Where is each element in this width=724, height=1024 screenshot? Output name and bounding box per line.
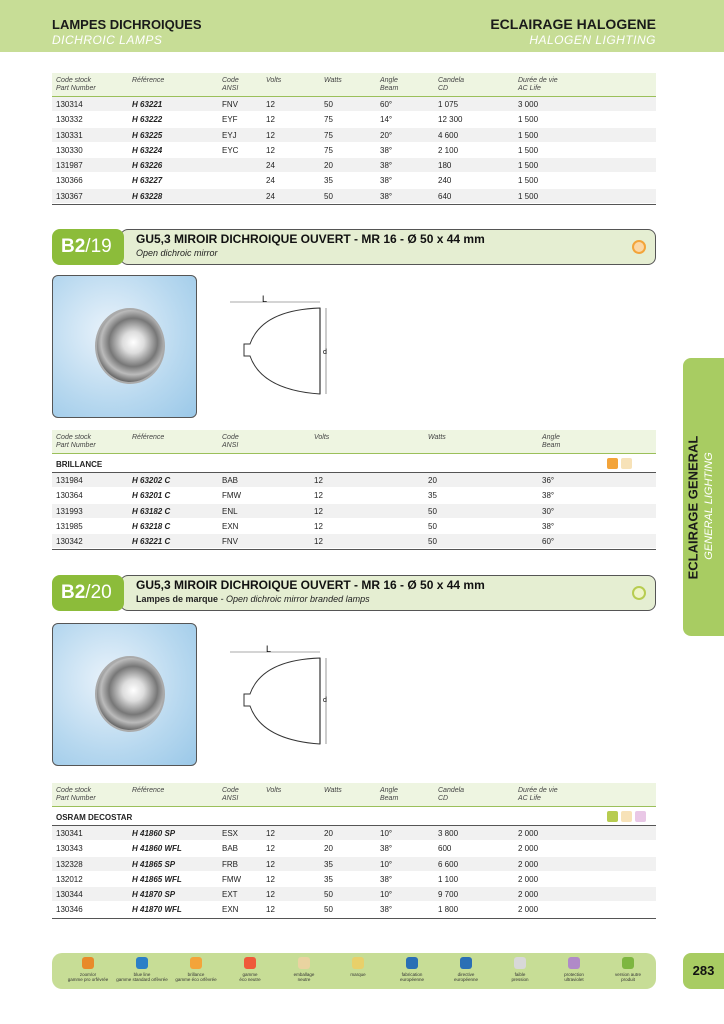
lamp-diagram-2 bbox=[222, 640, 342, 756]
footer-icon bbox=[460, 957, 472, 969]
lamp-photo-2 bbox=[52, 623, 197, 766]
header-cell: Durée de vie AC Life bbox=[518, 77, 558, 92]
table-cell: 2 000 bbox=[518, 905, 539, 915]
section-b2-20 bbox=[52, 575, 656, 611]
table-row bbox=[52, 872, 656, 887]
table-cell: 12 bbox=[314, 476, 323, 485]
table-cell: 12 bbox=[266, 905, 275, 915]
footer-icon bbox=[244, 957, 256, 969]
table-cell: 75 bbox=[324, 115, 333, 125]
table-cell: H 63226 bbox=[132, 161, 163, 171]
table-cell: 38° bbox=[542, 521, 555, 531]
table-cell: 35 bbox=[324, 176, 333, 186]
table-cell: 24 bbox=[266, 161, 275, 171]
diagram-l-label: L bbox=[262, 294, 268, 304]
table-cell: 3 000 bbox=[518, 100, 539, 109]
table-cell: 50 bbox=[324, 905, 333, 915]
table-cell: 50 bbox=[428, 506, 437, 516]
table-row bbox=[52, 473, 656, 488]
table-cell: 20 bbox=[428, 476, 437, 485]
diagram-l-label: L bbox=[266, 644, 272, 654]
footer-icon bbox=[352, 957, 364, 969]
table-cell: 12 bbox=[266, 859, 275, 869]
header-cell: Volts bbox=[266, 787, 282, 794]
table-cell: 130346 bbox=[56, 905, 83, 915]
header-left-title: LAMPES DICHROIQUES bbox=[52, 17, 202, 32]
footer-legend bbox=[52, 953, 656, 989]
table-row bbox=[52, 158, 656, 173]
table-cell: 132328 bbox=[56, 859, 83, 869]
footer-label: gamme éco neutre bbox=[239, 972, 261, 982]
footer-item bbox=[168, 957, 224, 982]
lamp-image bbox=[95, 656, 165, 732]
table-header bbox=[52, 73, 656, 97]
table-cell: 640 bbox=[438, 191, 452, 201]
table-cell: FRB bbox=[222, 859, 238, 869]
table-cell: 10° bbox=[380, 859, 393, 869]
group-icon bbox=[607, 811, 618, 822]
header-cell: Code stock Part Number bbox=[56, 77, 96, 92]
header-left-subtitle: DICHROIC LAMPS bbox=[52, 33, 163, 47]
table-row bbox=[52, 841, 656, 856]
table-header bbox=[52, 430, 656, 454]
footer-item bbox=[114, 957, 170, 982]
header-cell: Volts bbox=[314, 434, 330, 441]
table-cell: FNV bbox=[222, 537, 238, 547]
table-cell: 1 500 bbox=[518, 176, 539, 186]
table-cell: H 63222 bbox=[132, 115, 163, 125]
header-cell: Watts bbox=[428, 434, 446, 441]
table-cell: 24 bbox=[266, 176, 275, 186]
footer-icon bbox=[298, 957, 310, 969]
table-cell: 20 bbox=[324, 844, 333, 854]
table-cell: EXN bbox=[222, 905, 239, 915]
table-cell: 20 bbox=[324, 161, 333, 171]
table-cell: 130344 bbox=[56, 890, 83, 900]
header-cell: Angle Beam bbox=[380, 787, 399, 802]
table-cell: 131987 bbox=[56, 161, 83, 171]
table-cell: 10° bbox=[380, 829, 393, 838]
group-icon bbox=[635, 811, 646, 822]
spec-table-3 bbox=[52, 783, 656, 919]
header-cell: Angle Beam bbox=[380, 77, 399, 92]
table-cell: 130367 bbox=[56, 191, 83, 201]
table-cell: 12 bbox=[314, 506, 323, 516]
table-row bbox=[52, 128, 656, 143]
header-cell: Code ANSI bbox=[222, 434, 239, 449]
table-cell: 12 300 bbox=[438, 115, 463, 125]
table-cell: 12 bbox=[266, 115, 275, 125]
table-cell: 12 bbox=[266, 829, 275, 838]
brillance-icon bbox=[632, 240, 646, 254]
diagram-d-label: d bbox=[323, 349, 327, 356]
table-cell: 35 bbox=[324, 874, 333, 884]
table-cell: EXN bbox=[222, 521, 239, 531]
table-cell: 3 800 bbox=[438, 829, 459, 838]
footer-icon bbox=[568, 957, 580, 969]
footer-label: blue line gamme standard orfèvrée bbox=[116, 972, 168, 982]
header-cell: Candela CD bbox=[438, 77, 465, 92]
header-cell: Volts bbox=[266, 77, 282, 84]
footer-icon bbox=[406, 957, 418, 969]
table-cell: EYF bbox=[222, 115, 238, 125]
table-cell: 12 bbox=[266, 874, 275, 884]
header-cell: Angle Beam bbox=[542, 434, 561, 449]
table-cell: H 41865 SP bbox=[132, 859, 176, 869]
table-cell: 36° bbox=[542, 476, 555, 485]
table-cell: 14° bbox=[380, 115, 393, 125]
table-row bbox=[52, 173, 656, 188]
table-cell: BAB bbox=[222, 476, 239, 485]
table-cell: 38° bbox=[380, 905, 393, 915]
table-cell: 130332 bbox=[56, 115, 83, 125]
table-cell: 131985 bbox=[56, 521, 83, 531]
table-cell: 10° bbox=[380, 890, 393, 900]
table-cell: 24 bbox=[266, 191, 275, 201]
table-cell: 1 075 bbox=[438, 100, 459, 109]
table-cell: H 63218 C bbox=[132, 521, 171, 531]
table-cell: ENL bbox=[222, 506, 238, 516]
footer-item bbox=[330, 957, 386, 977]
table-cell: H 41860 WFL bbox=[132, 844, 182, 854]
marque-icon bbox=[632, 586, 646, 600]
table-cell: 50 bbox=[428, 537, 437, 547]
table-cell: 130366 bbox=[56, 176, 83, 186]
table-cell: 38° bbox=[380, 874, 393, 884]
table-cell: 50 bbox=[324, 191, 333, 201]
table-cell: 50 bbox=[324, 890, 333, 900]
header-cell: Code stock Part Number bbox=[56, 787, 96, 802]
footer-item bbox=[222, 957, 278, 982]
group-icon bbox=[621, 811, 632, 822]
footer-icon bbox=[136, 957, 148, 969]
table-cell: 75 bbox=[324, 145, 333, 155]
table-cell: 60° bbox=[380, 100, 393, 109]
table-cell: FMW bbox=[222, 491, 242, 501]
table-cell: H 63202 C bbox=[132, 476, 171, 485]
table-cell: 12 bbox=[314, 491, 323, 501]
section-b2-19 bbox=[52, 229, 656, 265]
table-cell: 60° bbox=[542, 537, 555, 547]
table-row bbox=[52, 857, 656, 872]
table-cell: 12 bbox=[266, 844, 275, 854]
table-cell: 12 bbox=[266, 145, 275, 155]
table-cell: 6 600 bbox=[438, 859, 459, 869]
table-cell: 1 100 bbox=[438, 874, 459, 884]
header-right-title: ECLAIRAGE HALOGENE bbox=[490, 16, 656, 32]
table-cell: H 41870 WFL bbox=[132, 905, 182, 915]
footer-item bbox=[60, 957, 116, 982]
table-cell: 2 000 bbox=[518, 890, 539, 900]
header-cell: Candela CD bbox=[438, 787, 465, 802]
table-cell: 130330 bbox=[56, 145, 83, 155]
table-cell: H 41860 SP bbox=[132, 829, 176, 838]
footer-icon bbox=[82, 957, 94, 969]
table-cell: 12 bbox=[314, 537, 323, 547]
header-cell: Code ANSI bbox=[222, 77, 239, 92]
footer-label: emballage neutre bbox=[293, 972, 315, 982]
table-cell: 12 bbox=[314, 521, 323, 531]
table-cell: 130342 bbox=[56, 537, 83, 547]
header-cell: Watts bbox=[324, 77, 342, 84]
table-cell: 131993 bbox=[56, 506, 83, 516]
group-row bbox=[52, 454, 656, 473]
table-cell: 132012 bbox=[56, 874, 83, 884]
page-number: 283 bbox=[683, 953, 724, 989]
table-cell: EYJ bbox=[222, 130, 237, 140]
table-cell: 130343 bbox=[56, 844, 83, 854]
table-cell: 20 bbox=[324, 829, 333, 838]
table-cell: H 63182 C bbox=[132, 506, 171, 516]
footer-item bbox=[384, 957, 440, 982]
table-cell: 180 bbox=[438, 161, 452, 171]
table-cell: 12 bbox=[266, 100, 275, 109]
table-cell: 38° bbox=[380, 176, 393, 186]
header-cell: Code stock Part Number bbox=[56, 434, 96, 449]
footer-item bbox=[546, 957, 602, 982]
footer-label: faible pression bbox=[511, 972, 529, 982]
table-cell: 1 500 bbox=[518, 115, 539, 125]
table-cell: 2 000 bbox=[518, 859, 539, 869]
table-cell: 12 bbox=[266, 890, 275, 900]
table-cell: 38° bbox=[380, 161, 393, 171]
table-cell: FNV bbox=[222, 100, 238, 109]
footer-label: fabrication européenne bbox=[399, 972, 425, 982]
group-label: OSRAM DECOSTAR bbox=[56, 813, 133, 822]
table-cell: 38° bbox=[542, 491, 555, 501]
table-cell: H 41865 WFL bbox=[132, 874, 182, 884]
footer-item bbox=[276, 957, 332, 982]
table-cell: H 63225 bbox=[132, 130, 163, 140]
table-cell: ESX bbox=[222, 829, 239, 838]
section-code: B2/20 bbox=[52, 575, 124, 611]
group-icon bbox=[607, 458, 618, 469]
footer-icon bbox=[514, 957, 526, 969]
section-title: GU5,3 MIROIR DICHROIQUE OUVERT - MR 16 - Ø 50 x 44 mm bbox=[136, 232, 485, 246]
table-body bbox=[52, 826, 656, 918]
table-cell: 131984 bbox=[56, 476, 83, 485]
table-cell: 240 bbox=[438, 176, 452, 186]
footer-icon bbox=[190, 957, 202, 969]
table-cell: 600 bbox=[438, 844, 452, 854]
header-cell: Watts bbox=[324, 787, 342, 794]
table-row bbox=[52, 189, 656, 204]
table-cell: H 63227 bbox=[132, 176, 163, 186]
table-cell: 35 bbox=[324, 859, 333, 869]
table-row bbox=[52, 143, 656, 158]
table-cell: H 63201 C bbox=[132, 491, 171, 501]
spec-table-2 bbox=[52, 430, 656, 550]
lamp-diagram-1 bbox=[222, 290, 342, 406]
header-cell: Référence bbox=[132, 77, 165, 84]
table-cell: 2 000 bbox=[518, 829, 539, 838]
side-subtitle: GENERAL LIGHTING bbox=[703, 452, 715, 560]
section-subtitle: Lampes de marque - Open dichroic mirror branded lamps bbox=[136, 594, 370, 604]
table-row bbox=[52, 504, 656, 519]
table-cell: H 63221 bbox=[132, 100, 163, 109]
table-cell: 38° bbox=[380, 844, 393, 854]
footer-label: version autre produit bbox=[614, 972, 641, 982]
table-row bbox=[52, 902, 656, 917]
footer-label: protection ultraviolet bbox=[564, 972, 584, 982]
spec-table-1 bbox=[52, 73, 656, 205]
lamp-image bbox=[95, 308, 165, 384]
table-cell: 130314 bbox=[56, 100, 83, 109]
table-cell: H 63221 C bbox=[132, 537, 171, 547]
table-rule bbox=[52, 549, 656, 550]
table-row bbox=[52, 112, 656, 127]
table-cell: 1 500 bbox=[518, 191, 539, 201]
header-cell: Code ANSI bbox=[222, 787, 239, 802]
table-cell: EYC bbox=[222, 145, 239, 155]
table-cell: 20° bbox=[380, 130, 393, 140]
footer-item bbox=[438, 957, 494, 982]
table-cell: 130331 bbox=[56, 130, 83, 140]
table-row bbox=[52, 887, 656, 902]
header-cell: Référence bbox=[132, 787, 165, 794]
table-cell: 2 000 bbox=[518, 844, 539, 854]
table-body bbox=[52, 97, 656, 204]
table-rule bbox=[52, 918, 656, 919]
table-cell: 35 bbox=[428, 491, 437, 501]
table-cell: 9 700 bbox=[438, 890, 459, 900]
table-row bbox=[52, 488, 656, 503]
table-cell: 12 bbox=[266, 130, 275, 140]
table-header bbox=[52, 783, 656, 807]
table-cell: 75 bbox=[324, 130, 333, 140]
footer-label: marque bbox=[350, 972, 366, 977]
header-right-subtitle: HALOGEN LIGHTING bbox=[529, 33, 656, 47]
table-cell: 130364 bbox=[56, 491, 83, 501]
group-label: BRILLANCE bbox=[56, 460, 103, 469]
table-cell: BAB bbox=[222, 844, 239, 854]
table-cell: H 63224 bbox=[132, 145, 163, 155]
header-cell: Durée de vie AC Life bbox=[518, 787, 558, 802]
table-cell: 1 500 bbox=[518, 130, 539, 140]
table-cell: 1 500 bbox=[518, 145, 539, 155]
table-body bbox=[52, 473, 656, 549]
table-cell: H 41870 SP bbox=[132, 890, 176, 900]
table-cell: 2 100 bbox=[438, 145, 459, 155]
section-subtitle: Open dichroic mirror bbox=[136, 248, 218, 258]
table-cell: 1 800 bbox=[438, 905, 459, 915]
table-cell: 50 bbox=[324, 100, 333, 109]
table-cell: 4 600 bbox=[438, 130, 459, 140]
table-row bbox=[52, 534, 656, 549]
header-cell: Référence bbox=[132, 434, 165, 441]
group-row bbox=[52, 807, 656, 826]
side-title: ECLAIRAGE GENERAL bbox=[685, 435, 701, 580]
table-cell: 38° bbox=[380, 145, 393, 155]
section-title: GU5,3 MIROIR DICHROIQUE OUVERT - MR 16 - Ø 50 x 44 mm bbox=[136, 578, 485, 592]
footer-label: brillance gamme éco orfèvrée bbox=[175, 972, 217, 982]
footer-item bbox=[600, 957, 656, 982]
page-header bbox=[0, 0, 724, 52]
side-tab bbox=[683, 358, 724, 636]
table-cell: FMW bbox=[222, 874, 242, 884]
table-cell: 30° bbox=[542, 506, 555, 516]
table-cell: 130341 bbox=[56, 829, 83, 838]
footer-item bbox=[492, 957, 548, 982]
table-cell: H 63228 bbox=[132, 191, 163, 201]
section-code: B2/19 bbox=[52, 229, 124, 265]
table-row bbox=[52, 97, 656, 112]
table-cell: 2 000 bbox=[518, 874, 539, 884]
table-row bbox=[52, 519, 656, 534]
lamp-photo-1 bbox=[52, 275, 197, 418]
table-cell: 38° bbox=[380, 191, 393, 201]
footer-icon bbox=[622, 957, 634, 969]
table-cell: EXT bbox=[222, 890, 238, 900]
group-icon bbox=[621, 458, 632, 469]
footer-label: directive européenne bbox=[453, 972, 479, 982]
table-cell: 50 bbox=[428, 521, 437, 531]
diagram-d-label: d bbox=[323, 697, 327, 704]
table-row bbox=[52, 826, 656, 841]
footer-label: zoom/or gamme pro orfèvrée bbox=[67, 972, 109, 982]
table-rule bbox=[52, 204, 656, 205]
table-cell: 1 500 bbox=[518, 161, 539, 171]
